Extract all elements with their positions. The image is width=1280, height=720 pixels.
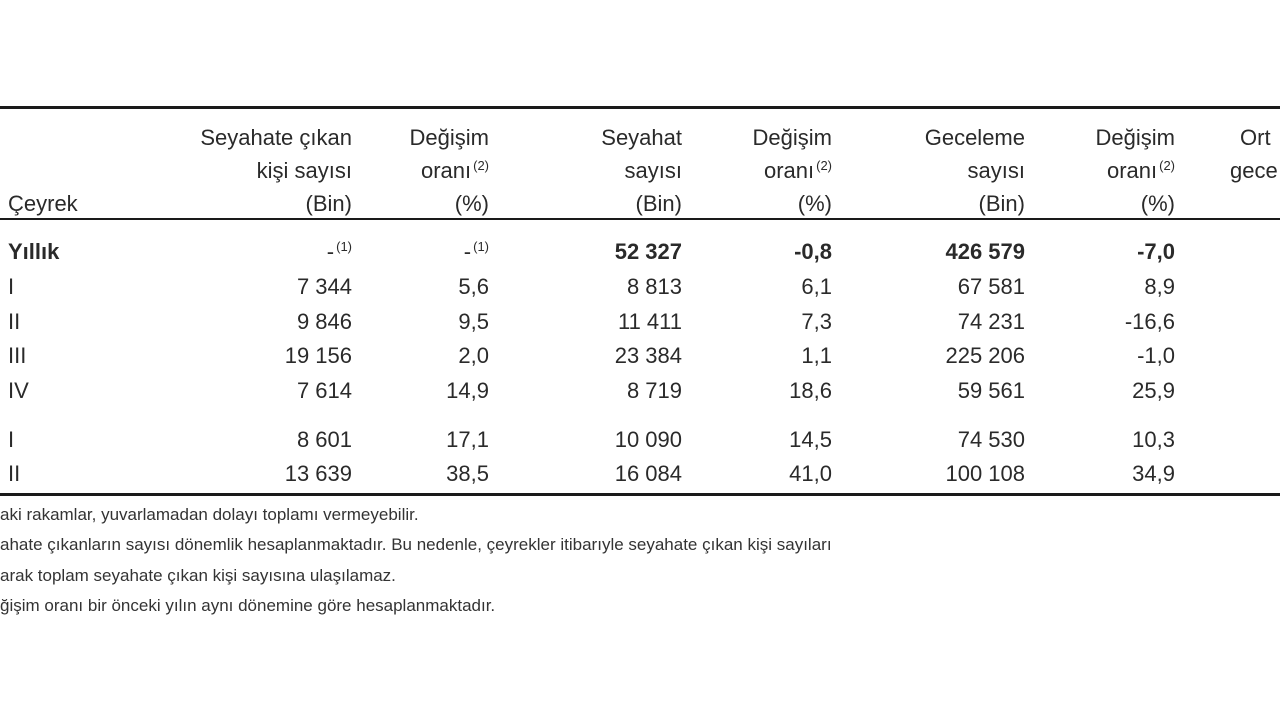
header-col4-footnote: (2): [816, 158, 832, 173]
header-col7-line1: Ort: [1240, 125, 1271, 150]
header-col2-line3: (%): [454, 191, 489, 216]
header-col6-footnote: (2): [1159, 158, 1175, 173]
table-bottom-rule: [0, 493, 1280, 496]
footnote-line-3: arak toplam seyahate çıkan kişi sayısına ulaşılamaz.: [0, 566, 396, 585]
row4-c6: 25,9: [1132, 378, 1175, 403]
row5-c2: 17,1: [446, 427, 489, 452]
row3-c1: 19 156: [284, 343, 352, 368]
row3-c5: 225 206: [945, 343, 1025, 368]
row0-c5: 426 579: [945, 239, 1025, 264]
header-col2-oran: oranı: [420, 158, 472, 183]
row4-c1: 7 614: [296, 378, 352, 403]
row6-c3: 16 084: [614, 461, 682, 486]
footnote-line-1: aki rakamlar, yuvarlamadan dolayı toplamı vermeyebilir.: [0, 505, 419, 524]
row5-c1: 8 601: [296, 427, 352, 452]
row3-c2: 2,0: [458, 343, 489, 368]
row6-c1: 13 639: [284, 461, 352, 486]
header-col6-oran: oranı: [1106, 158, 1158, 183]
header-col7-line2: gece: [1230, 158, 1278, 183]
row1-c5: 67 581: [957, 274, 1025, 299]
row5-c4: 14,5: [789, 427, 832, 452]
row2-c3: 11 411: [617, 309, 682, 334]
row5-label: I: [8, 427, 15, 452]
row-label-yillik: Yıllık: [8, 239, 60, 264]
header-col5-line1: Geceleme: [924, 125, 1025, 150]
header-col5-line3: (Bin): [978, 191, 1025, 216]
row2-c2: 9,5: [458, 309, 489, 334]
header-col4-oran: oranı: [763, 158, 815, 183]
row0-c1-footnote: (1): [336, 239, 352, 254]
header-col4-line2: [764, 159, 832, 183]
row4-label: IV: [8, 378, 29, 403]
row3-c6: -1,0: [1137, 343, 1175, 368]
header-col1-line2: kişi sayısı: [256, 158, 352, 183]
table-top-rule: [0, 106, 1280, 109]
row6-label: II: [8, 461, 21, 486]
row5-c6: 10,3: [1132, 427, 1175, 452]
row0-c2-footnote: (1): [473, 239, 489, 254]
row2-c5: 74 231: [957, 309, 1025, 334]
row0-c6: -7,0: [1137, 239, 1175, 264]
row2-c4: 7,3: [801, 309, 832, 334]
row4-c4: 18,6: [789, 378, 832, 403]
header-col4-line1: Değişim: [752, 125, 832, 150]
row1-label: I: [8, 274, 15, 299]
header-col2-line2: [421, 159, 489, 183]
row0-c3: 52 327: [614, 239, 682, 264]
header-col1-line3: (Bin): [305, 191, 352, 216]
row5-c5: 74 530: [957, 427, 1025, 452]
row4-c2: 14,9: [446, 378, 489, 403]
footnote-line-4: ğişim oranı bir önceki yılın aynı dönemine göre hesaplanmaktadır.: [0, 596, 496, 615]
header-col4-line3: (%): [797, 191, 832, 216]
row6-c2: 38,5: [446, 461, 489, 486]
row1-c4: 6,1: [801, 274, 832, 299]
row0-c2: [464, 240, 489, 264]
header-col5-line2: sayısı: [967, 158, 1025, 183]
header-col6-line1: Değişim: [1095, 125, 1175, 150]
header-col3-line2: sayısı: [624, 158, 682, 183]
row2-c6: -16,6: [1124, 309, 1175, 334]
row1-c6: 8,9: [1144, 274, 1175, 299]
row4-c5: 59 561: [957, 378, 1025, 403]
header-col2-line1: Değişim: [409, 125, 489, 150]
row6-c6: 34,9: [1132, 461, 1175, 486]
header-col3-line1: Seyahat: [601, 125, 682, 150]
header-ceyrek: Çeyrek: [8, 191, 78, 216]
row4-c3: 8 719: [626, 378, 682, 403]
row2-label: II: [8, 309, 21, 334]
row0-c2-value: -: [463, 239, 472, 264]
row1-c3: 8 813: [626, 274, 682, 299]
row3-c3: 23 384: [614, 343, 682, 368]
footnote-line-2: ahate çıkanların sayısı dönemlik hesaplanmaktadır. Bu nedenle, çeyrekler itibarıyle seyahate çıkan kişi sayıları: [0, 535, 832, 554]
row2-c1: 9 846: [296, 309, 352, 334]
row6-c4: 41,0: [789, 461, 832, 486]
row6-c5: 100 108: [945, 461, 1025, 486]
table-header-rule: [0, 218, 1280, 220]
row0-c1-value: -: [326, 239, 335, 264]
row3-c4: 1,1: [801, 343, 832, 368]
row1-c2: 5,6: [458, 274, 489, 299]
row0-c1: [327, 240, 352, 264]
row0-c4: -0,8: [794, 239, 832, 264]
header-col6-line3: (%): [1140, 191, 1175, 216]
header-col2-footnote: (2): [473, 158, 489, 173]
header-col3-line3: (Bin): [635, 191, 682, 216]
header-col6-line2: [1107, 159, 1175, 183]
row3-label: III: [8, 343, 27, 368]
row5-c3: 10 090: [614, 427, 682, 452]
header-col1-line1: Seyahate çıkan: [200, 125, 352, 150]
row1-c1: 7 344: [296, 274, 352, 299]
